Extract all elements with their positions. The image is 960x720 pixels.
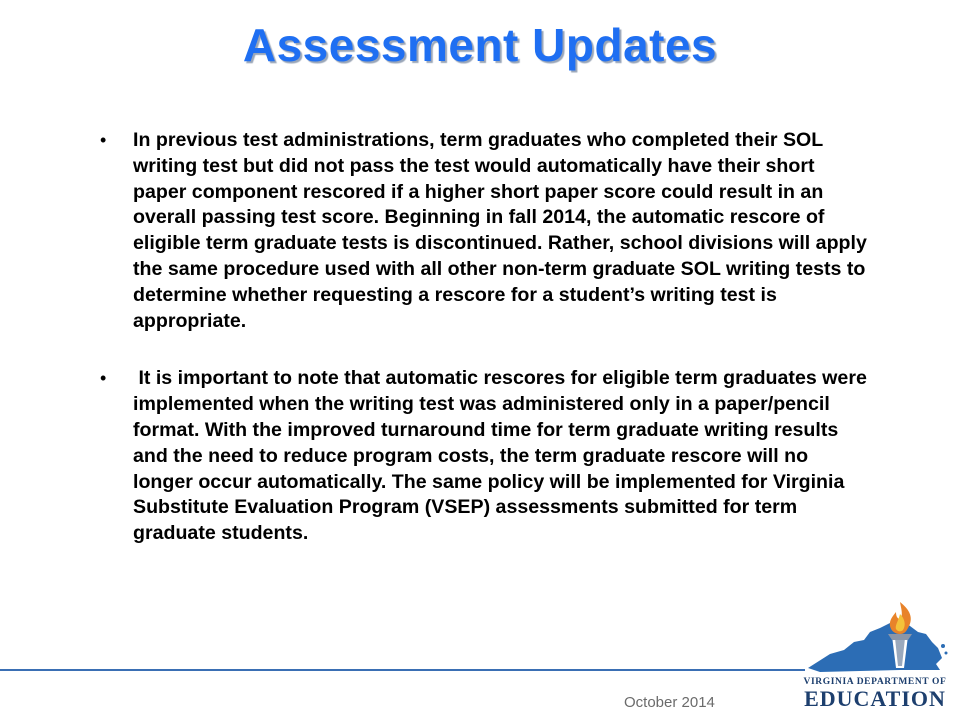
bullet-text: In previous test administrations, term graduates who completed their SOL writing test but did not pass the test would automatically have their short paper component rescored if a higher short paper score could result in an overall passing test score. Beginning in fall 2014, the automatic rescore of eligible term graduate tests is discontinued. Rather, school divisions will apply the same procedure used with all other non-term graduate SOL writing tests to determine whether requesting a rescore for a student’s writing test is appropriate. <box>133 129 867 332</box>
logo-department-text: VIRGINIA DEPARTMENT OF <box>803 677 947 687</box>
slide-title: Assessment Updates <box>242 19 718 71</box>
vdoe-logo <box>800 598 950 710</box>
bullet-text: It is important to note that automatic rescores for eligible term graduates were implemented when the writing test was administered only in a paper/pencil format. With the improved turnaround time for term graduate writing results and the need to reduce program costs, the term graduate rescore will no longer occur automatically. The same policy will be implemented for Virginia Substitute Evaluation Program (VSEP) assessments submitted for term graduate students. <box>133 367 873 545</box>
bullet-list <box>100 128 873 547</box>
logo-education-text: EDUCATION <box>804 686 946 711</box>
bullet-item <box>100 366 873 547</box>
virginia-map-torch-icon <box>800 598 950 678</box>
bullet-item <box>100 128 870 334</box>
footer-date: October 2014 <box>624 694 715 711</box>
bullet-marker: • <box>100 368 107 389</box>
bullet-marker: • <box>100 130 107 150</box>
footer-divider <box>0 669 805 671</box>
